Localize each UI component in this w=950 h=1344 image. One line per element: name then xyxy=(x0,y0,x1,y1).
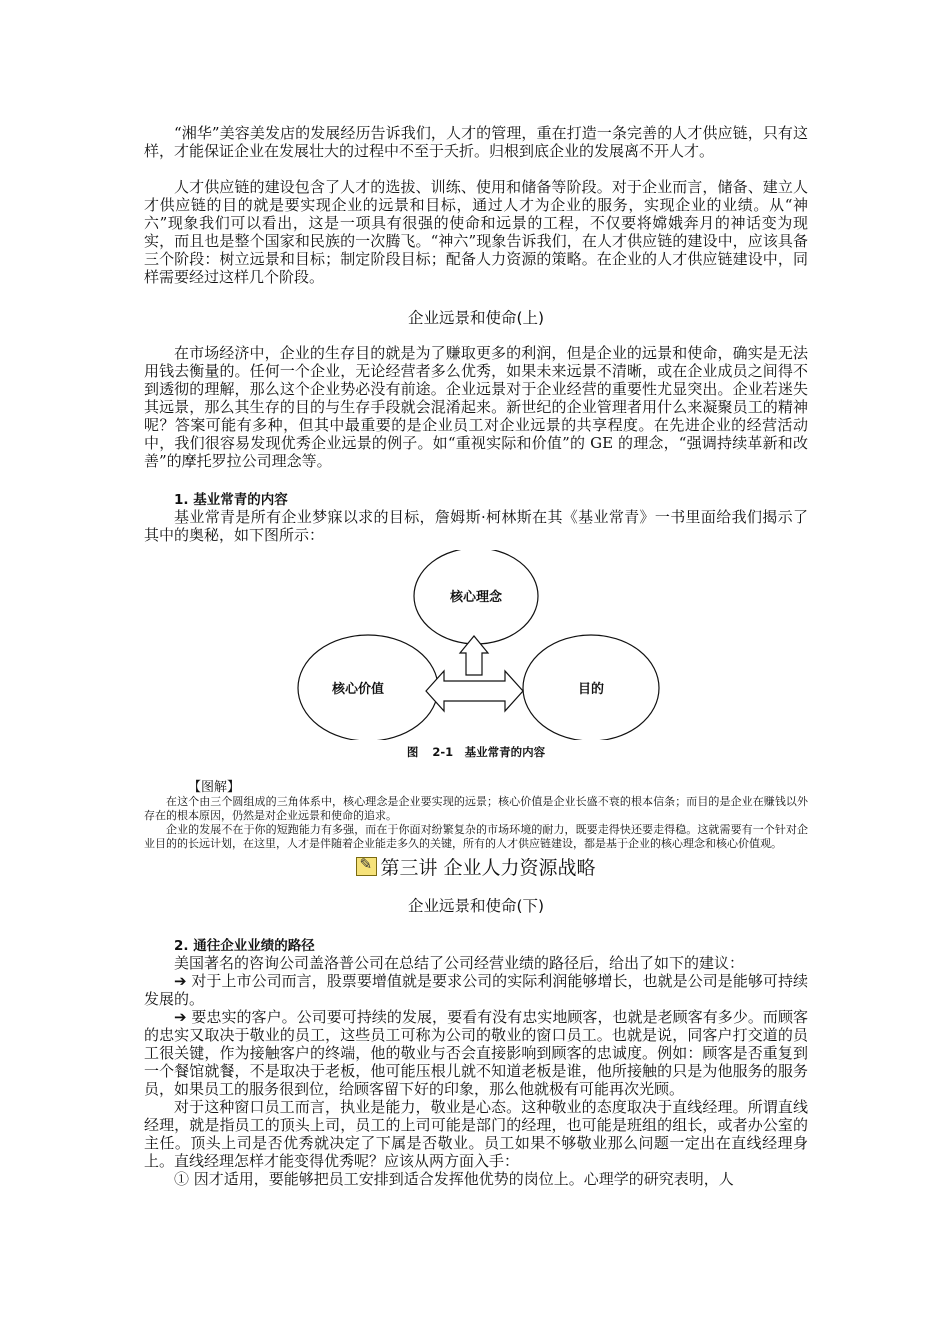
paragraph-supply-chain: 人才供应链的建设包含了人才的选拔、训练、使用和储备等阶段。对于企业而言，储备、建立人才供应链的目的就是要实现企业的远景和目标，通过人才为企业的服务，实现企业的业绩。从“神六”现象我们可以看出，这是一项具有很强的使命和远景的工程，不仅要将嫦娥奔月的神话变为现实，而且也是整个国家和民族的一次腾飞。“神六”现象告诉我们，在人才供应链的建设中，应该具备三个阶段：树立远景和目标；制定阶段目标；配备人力资源的策略。在企业的人才供应链建设中，同样需要经过这样几个阶段。 xyxy=(144,178,808,286)
right-arrow-icon: ➔ xyxy=(174,1008,187,1026)
paragraph-line-manager: 对于这种窗口员工而言，执业是能力，敬业是心态。这种敬业的态度取决于直线经理。所谓直线经理，就是指员工的顶头上司，员工的上司可能是部门的经理，也可能是班组的组长，或者办公室的主任。顶头上司是否优秀就决定了下属是否敬业。员工如果不够敬业那么问题一定出在直线经理身上。直线经理怎样才能变得优秀呢？应该从两方面入手： xyxy=(144,1098,808,1170)
figure-note-1: 在这个由三个圆组成的三角体系中，核心理念是企业要实现的远景；核心价值是企业长盛不衰的根本信条；而目的是企业在赚钱以外存在的根本原因，仍然是对企业远景和使命的追求。 xyxy=(144,795,808,822)
section-heading-vision-2: 企业远景和使命(下) xyxy=(407,897,545,915)
figure-caption: 图 2-1 基业常青的内容 xyxy=(406,745,546,759)
lecture-title-text: 第三讲 企业人力资源战略 xyxy=(380,857,596,879)
core-value-label: 核心价值 xyxy=(331,682,385,697)
paragraph-gallup: 美国著名的咨询公司盖洛普公司在总结了公司经营业绩的路径后，给出了如下的建议： xyxy=(174,954,745,972)
paragraph-right-person: ① 因才适用，要能够把员工安排到适合发挥他优势的岗位上。心理学的研究表明，人 xyxy=(174,1170,734,1188)
subheading-built-to-last: 1. 基业常青的内容 xyxy=(174,492,288,508)
core-ideology-label: 核心理念 xyxy=(449,590,503,605)
bullet-stock-growth-text: 对于上市公司而言，股票要增值就是要求公司的实际利润能够增长，也就是公司是能够可持续发展的。 xyxy=(144,972,808,1008)
built-to-last-diagram xyxy=(144,550,808,740)
right-arrow-icon: ➔ xyxy=(174,972,187,990)
purpose-label: 目的 xyxy=(577,682,605,697)
figure-note-2: 企业的发展不在于你的短跑能力有多强，而在于你面对纷繁复杂的市场环境的耐力，既要走得快还要走得稳。这就需要有一个针对企业目的的长远计划，在这里，人才是伴随着企业能走多久的关键，所有的人才供应链建设，都是基于企业的核心理念和核心价值观。 xyxy=(144,823,808,850)
diagram-svg xyxy=(144,550,808,740)
pencil-note-icon xyxy=(356,857,377,876)
document-page xyxy=(144,118,808,1188)
paragraph-intro: “湘华”美容美发店的发展经历告诉我们，人才的管理，重在打造一条完善的人才供应链，只有这样，才能保证企业在发展壮大的过程中不至于夭折。归根到底企业的发展离不开人才。 xyxy=(144,124,808,160)
paragraph-market-economy: 在市场经济中，企业的生存目的就是为了赚取更多的利润，但是企业的远景和使命，确实是无法用钱去衡量的。任何一个企业，无论经营者多么优秀，如果未来远景不清晰，或在企业成员之间得不到透彻的理解，那么这个企业势必没有前途。企业远景对于企业经营的重要性尤显突出。企业若迷失其远景，那么其生存的目的与生存手段就会混淆起来。新世纪的企业管理者用什么来凝聚员工的精神呢？答案可能有多种，但其中最重要的是企业员工对企业远景的共享程度。在先进企业的经营活动中，我们很容易发现优秀企业远景的例子。如“重视实际和价值”的 GE 的理念，“强调持续革新和改善”的摩托罗拉公司理念等。 xyxy=(144,344,808,470)
bullet-loyal-customers-text: 要忠实的客户。公司要可持续的发展，要看有没有忠实地顾客，也就是老顾客有多少。而顾客的忠实又取决于敬业的员工，这些员工可称为公司的敬业的窗口员工。也就是说，同客户打交道的员工很关键，作为接触客户的终端，他的敬业与否会直接影响到顾客的忠诚度。例如：顾客是否重复到一个餐馆就餐，不是取决于老板，他可能压根儿就不知道老板是谁，他所接触的只是为他服务的服务员，如果员工的服务很到位，给顾客留下好的印象，那么他就极有可能再次光顾。 xyxy=(144,1008,808,1098)
figure-note-label: 【图解】 xyxy=(188,780,241,795)
lecture-title xyxy=(144,853,808,880)
double-arrow-icon xyxy=(426,671,523,711)
subheading-performance-path: 2. 通往企业业绩的路径 xyxy=(174,938,315,954)
section-heading-vision-1: 企业远景和使命(上) xyxy=(407,309,545,327)
bullet-stock-growth xyxy=(144,972,808,1008)
bullet-loyal-customers xyxy=(144,1008,808,1098)
paragraph-built-to-last: 基业常青是所有企业梦寐以求的目标，詹姆斯·柯林斯在其《基业常青》一书里面给我们揭示了其中的奥秘，如下图所示： xyxy=(144,508,808,544)
